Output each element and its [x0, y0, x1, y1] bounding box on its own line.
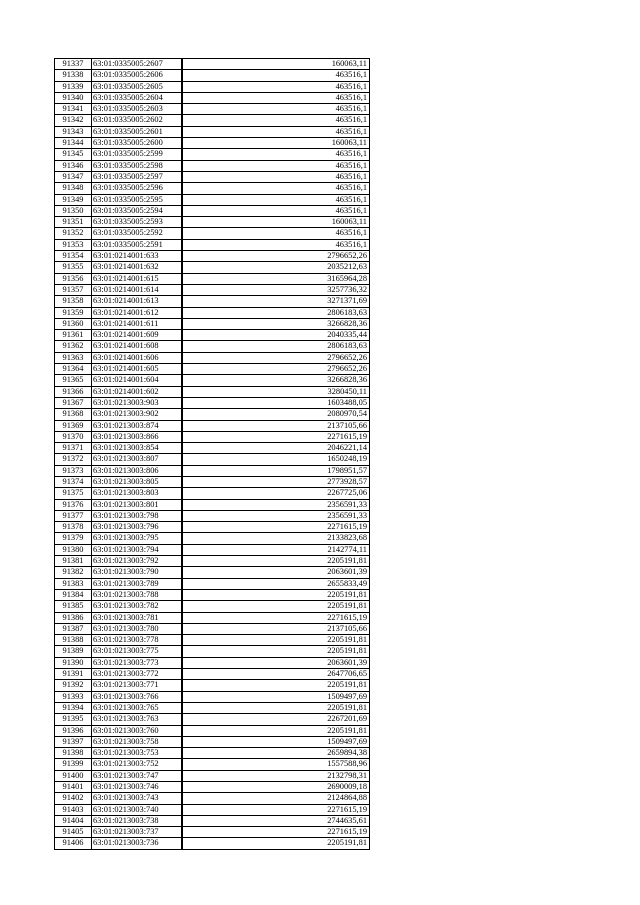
cadastral-value-cell: 463516,1	[182, 92, 370, 103]
table-row	[55, 160, 370, 171]
table-row	[55, 307, 370, 318]
row-number-cell: 91404	[55, 815, 92, 826]
cadastral-number-cell: 63:01:0213003:766	[92, 691, 183, 702]
row-number-cell: 91398	[55, 748, 92, 759]
cadastral-number-cell: 63:01:0213003:752	[92, 759, 183, 770]
cadastral-value-cell: 3266828,36	[182, 375, 370, 386]
cadastral-value-cell: 463516,1	[182, 115, 370, 126]
cadastral-value-cell: 463516,1	[182, 239, 370, 250]
row-number-cell: 91382	[55, 567, 92, 578]
cadastral-value-cell: 2132798,31	[182, 770, 370, 781]
cadastral-value-cell: 1557588,96	[182, 759, 370, 770]
cadastral-value-cell: 2267201,69	[182, 714, 370, 725]
table-row	[55, 736, 370, 747]
table-row	[55, 748, 370, 759]
table-row	[55, 183, 370, 194]
row-number-cell: 91406	[55, 838, 92, 849]
cadastral-value-cell: 463516,1	[182, 171, 370, 182]
cadastral-number-cell: 63:01:0335005:2601	[92, 126, 183, 137]
cadastral-value-cell: 3257736,32	[182, 284, 370, 295]
cadastral-number-cell: 63:01:0213003:798	[92, 510, 183, 521]
row-number-cell: 91364	[55, 364, 92, 375]
cadastral-number-cell: 63:01:0214001:608	[92, 341, 183, 352]
row-number-cell: 91373	[55, 465, 92, 476]
cadastral-number-cell: 63:01:0213003:760	[92, 725, 183, 736]
cadastral-number-cell: 63:01:0213003:736	[92, 838, 183, 849]
table-row	[55, 431, 370, 442]
row-number-cell: 91392	[55, 680, 92, 691]
table-row	[55, 228, 370, 239]
table-row	[55, 352, 370, 363]
cadastral-value-cell: 3280450,11	[182, 386, 370, 397]
row-number-cell: 91376	[55, 499, 92, 510]
row-number-cell: 91349	[55, 194, 92, 205]
row-number-cell: 91362	[55, 341, 92, 352]
cadastral-value-cell: 463516,1	[182, 149, 370, 160]
cadastral-value-cell: 2267725,06	[182, 488, 370, 499]
table-row	[55, 567, 370, 578]
cadastral-number-cell: 63:01:0214001:602	[92, 386, 183, 397]
cadastral-number-cell: 63:01:0213003:763	[92, 714, 183, 725]
table-row	[55, 386, 370, 397]
row-number-cell: 91381	[55, 556, 92, 567]
row-number-cell: 91385	[55, 601, 92, 612]
row-number-cell: 91339	[55, 81, 92, 92]
cadastral-value-cell: 2040335,44	[182, 330, 370, 341]
cadastral-number-cell: 63:01:0213003:807	[92, 454, 183, 465]
row-number-cell: 91378	[55, 522, 92, 533]
cadastral-value-cell: 2690009,18	[182, 782, 370, 793]
cadastral-value-cell: 463516,1	[182, 228, 370, 239]
table-row	[55, 251, 370, 262]
cadastral-number-cell: 63:01:0213003:743	[92, 793, 183, 804]
table-row	[55, 680, 370, 691]
table-row	[55, 70, 370, 81]
cadastral-number-cell: 63:01:0214001:612	[92, 307, 183, 318]
cadastral-number-cell: 63:01:0214001:615	[92, 273, 183, 284]
cadastral-number-cell: 63:01:0213003:737	[92, 827, 183, 838]
row-number-cell: 91354	[55, 251, 92, 262]
cadastral-value-cell: 2271615,19	[182, 804, 370, 815]
table-row	[55, 205, 370, 216]
table-row	[55, 522, 370, 533]
row-number-cell: 91377	[55, 510, 92, 521]
cadastral-value-cell: 2796652,26	[182, 251, 370, 262]
row-number-cell: 91405	[55, 827, 92, 838]
cadastral-value-cell: 463516,1	[182, 160, 370, 171]
table-row	[55, 273, 370, 284]
row-number-cell: 91350	[55, 205, 92, 216]
row-number-cell: 91345	[55, 149, 92, 160]
cadastral-value-cell: 2035212,63	[182, 262, 370, 273]
cadastral-value-table	[54, 58, 370, 850]
cadastral-number-cell: 63:01:0213003:796	[92, 522, 183, 533]
cadastral-value-cell: 2205191,81	[182, 601, 370, 612]
cadastral-value-cell: 2063601,39	[182, 657, 370, 668]
row-number-cell: 91371	[55, 443, 92, 454]
cadastral-value-cell: 2806183,63	[182, 307, 370, 318]
table-row	[55, 126, 370, 137]
table-row	[55, 104, 370, 115]
table-row	[55, 341, 370, 352]
cadastral-number-cell: 63:01:0213003:775	[92, 646, 183, 657]
row-number-cell: 91394	[55, 702, 92, 713]
row-number-cell: 91368	[55, 409, 92, 420]
row-number-cell: 91358	[55, 296, 92, 307]
table-row	[55, 657, 370, 668]
cadastral-value-cell: 2356591,33	[182, 499, 370, 510]
table-row	[55, 770, 370, 781]
table-row	[55, 782, 370, 793]
cadastral-value-cell: 2205191,81	[182, 635, 370, 646]
cadastral-value-cell: 463516,1	[182, 205, 370, 216]
table-row	[55, 262, 370, 273]
cadastral-value-cell: 1650248,19	[182, 454, 370, 465]
cadastral-number-cell: 63:01:0213003:746	[92, 782, 183, 793]
table-row	[55, 623, 370, 634]
row-number-cell: 91389	[55, 646, 92, 657]
table-row	[55, 397, 370, 408]
cadastral-value-cell: 2080970,54	[182, 409, 370, 420]
cadastral-number-cell: 63:01:0213003:753	[92, 748, 183, 759]
row-number-cell: 91338	[55, 70, 92, 81]
cadastral-value-cell: 2137105,66	[182, 420, 370, 431]
cadastral-value-cell: 2205191,81	[182, 702, 370, 713]
table-row	[55, 691, 370, 702]
table-row	[55, 149, 370, 160]
cadastral-value-cell: 2205191,81	[182, 646, 370, 657]
row-number-cell: 91366	[55, 386, 92, 397]
cadastral-number-cell: 63:01:0213003:773	[92, 657, 183, 668]
cadastral-value-cell: 2142774,11	[182, 544, 370, 555]
row-number-cell: 91399	[55, 759, 92, 770]
cadastral-number-cell: 63:01:0213003:772	[92, 669, 183, 680]
table-row	[55, 838, 370, 849]
cadastral-number-cell: 63:01:0213003:854	[92, 443, 183, 454]
row-number-cell: 91395	[55, 714, 92, 725]
cadastral-value-cell: 1603488,05	[182, 397, 370, 408]
cadastral-number-cell: 63:01:0213003:794	[92, 544, 183, 555]
cadastral-value-cell: 2744635,61	[182, 815, 370, 826]
cadastral-number-cell: 63:01:0213003:866	[92, 431, 183, 442]
cadastral-number-cell: 63:01:0214001:605	[92, 364, 183, 375]
cadastral-number-cell: 63:01:0213003:874	[92, 420, 183, 431]
cadastral-value-cell: 463516,1	[182, 104, 370, 115]
cadastral-value-cell: 160063,11	[182, 59, 370, 70]
cadastral-value-cell: 2655833,49	[182, 578, 370, 589]
table-row	[55, 669, 370, 680]
row-number-cell: 91361	[55, 330, 92, 341]
cadastral-value-cell: 2796652,26	[182, 364, 370, 375]
cadastral-number-cell: 63:01:0335005:2604	[92, 92, 183, 103]
cadastral-value-cell: 1509497,69	[182, 736, 370, 747]
table-row	[55, 635, 370, 646]
row-number-cell: 91393	[55, 691, 92, 702]
table-row	[55, 827, 370, 838]
table-row	[55, 92, 370, 103]
table-row	[55, 318, 370, 329]
table-row	[55, 284, 370, 295]
row-number-cell: 91402	[55, 793, 92, 804]
cadastral-value-cell: 1509497,69	[182, 691, 370, 702]
table-row	[55, 533, 370, 544]
table-row	[55, 793, 370, 804]
cadastral-value-cell: 2271615,19	[182, 827, 370, 838]
row-number-cell: 91342	[55, 115, 92, 126]
table-row	[55, 804, 370, 815]
row-number-cell: 91355	[55, 262, 92, 273]
table-row	[55, 81, 370, 92]
table-row	[55, 815, 370, 826]
cadastral-value-cell: 2659894,38	[182, 748, 370, 759]
row-number-cell: 91380	[55, 544, 92, 555]
row-number-cell: 91387	[55, 623, 92, 634]
cadastral-number-cell: 63:01:0213003:805	[92, 476, 183, 487]
cadastral-number-cell: 63:01:0214001:613	[92, 296, 183, 307]
cadastral-value-cell: 2137105,66	[182, 623, 370, 634]
cadastral-number-cell: 63:01:0335005:2602	[92, 115, 183, 126]
row-number-cell: 91370	[55, 431, 92, 442]
cadastral-number-cell: 63:01:0213003:788	[92, 589, 183, 600]
table-row	[55, 510, 370, 521]
table-row	[55, 115, 370, 126]
cadastral-number-cell: 63:01:0335005:2599	[92, 149, 183, 160]
cadastral-number-cell: 63:01:0213003:903	[92, 397, 183, 408]
table-row	[55, 476, 370, 487]
cadastral-number-cell: 63:01:0214001:614	[92, 284, 183, 295]
cadastral-value-cell: 160063,11	[182, 138, 370, 149]
table-row	[55, 296, 370, 307]
row-number-cell: 91351	[55, 217, 92, 228]
row-number-cell: 91337	[55, 59, 92, 70]
cadastral-number-cell: 63:01:0335005:2598	[92, 160, 183, 171]
table-row	[55, 409, 370, 420]
row-number-cell: 91375	[55, 488, 92, 499]
row-number-cell: 91401	[55, 782, 92, 793]
cadastral-value-cell: 2205191,81	[182, 680, 370, 691]
table-row	[55, 375, 370, 386]
cadastral-number-cell: 63:01:0213003:902	[92, 409, 183, 420]
row-number-cell: 91344	[55, 138, 92, 149]
table-row	[55, 420, 370, 431]
cadastral-number-cell: 63:01:0213003:803	[92, 488, 183, 499]
table-row	[55, 499, 370, 510]
row-number-cell: 91346	[55, 160, 92, 171]
table-row	[55, 601, 370, 612]
row-number-cell: 91343	[55, 126, 92, 137]
cadastral-value-cell: 2773928,57	[182, 476, 370, 487]
row-number-cell: 91359	[55, 307, 92, 318]
row-number-cell: 91400	[55, 770, 92, 781]
cadastral-number-cell: 63:01:0335005:2600	[92, 138, 183, 149]
cadastral-number-cell: 63:01:0213003:795	[92, 533, 183, 544]
cadastral-value-cell: 1798951,57	[182, 465, 370, 476]
cadastral-value-cell: 463516,1	[182, 183, 370, 194]
cadastral-number-cell: 63:01:0335005:2607	[92, 59, 183, 70]
cadastral-value-cell: 2046221,14	[182, 443, 370, 454]
table-row	[55, 443, 370, 454]
row-number-cell: 91390	[55, 657, 92, 668]
table-row	[55, 759, 370, 770]
table-row	[55, 454, 370, 465]
cadastral-value-cell: 2647706,65	[182, 669, 370, 680]
row-number-cell: 91353	[55, 239, 92, 250]
cadastral-value-cell: 2796652,26	[182, 352, 370, 363]
cadastral-number-cell: 63:01:0214001:604	[92, 375, 183, 386]
cadastral-number-cell: 63:01:0213003:778	[92, 635, 183, 646]
cadastral-number-cell: 63:01:0213003:771	[92, 680, 183, 691]
cadastral-number-cell: 63:01:0213003:747	[92, 770, 183, 781]
row-number-cell: 91372	[55, 454, 92, 465]
table-row	[55, 488, 370, 499]
row-number-cell: 91388	[55, 635, 92, 646]
row-number-cell: 91348	[55, 183, 92, 194]
row-number-cell: 91386	[55, 612, 92, 623]
table-row	[55, 612, 370, 623]
cadastral-number-cell: 63:01:0213003:801	[92, 499, 183, 510]
cadastral-value-cell: 2205191,81	[182, 838, 370, 849]
row-number-cell: 91403	[55, 804, 92, 815]
cadastral-number-cell: 63:01:0335005:2592	[92, 228, 183, 239]
cadastral-value-cell: 463516,1	[182, 194, 370, 205]
cadastral-number-cell: 63:01:0213003:758	[92, 736, 183, 747]
cadastral-number-cell: 63:01:0335005:2596	[92, 183, 183, 194]
row-number-cell: 91340	[55, 92, 92, 103]
cadastral-value-cell: 2124864,88	[182, 793, 370, 804]
cadastral-value-cell: 2356591,33	[182, 510, 370, 521]
cadastral-value-cell: 2205191,81	[182, 556, 370, 567]
cadastral-number-cell: 63:01:0213003:738	[92, 815, 183, 826]
table-row	[55, 589, 370, 600]
row-number-cell: 91384	[55, 589, 92, 600]
cadastral-number-cell: 63:01:0214001:633	[92, 251, 183, 262]
cadastral-number-cell: 63:01:0214001:609	[92, 330, 183, 341]
row-number-cell: 91360	[55, 318, 92, 329]
row-number-cell: 91363	[55, 352, 92, 363]
table-row	[55, 578, 370, 589]
table-row	[55, 544, 370, 555]
table-row	[55, 725, 370, 736]
table-row	[55, 556, 370, 567]
cadastral-value-cell: 2271615,19	[182, 431, 370, 442]
row-number-cell: 91367	[55, 397, 92, 408]
table-row	[55, 646, 370, 657]
cadastral-value-cell: 2271615,19	[182, 522, 370, 533]
cadastral-number-cell: 63:01:0335005:2593	[92, 217, 183, 228]
cadastral-number-cell: 63:01:0213003:806	[92, 465, 183, 476]
row-number-cell: 91341	[55, 104, 92, 115]
table-row	[55, 194, 370, 205]
cadastral-value-cell: 2205191,81	[182, 725, 370, 736]
row-number-cell: 91347	[55, 171, 92, 182]
cadastral-number-cell: 63:01:0335005:2606	[92, 70, 183, 81]
cadastral-value-cell: 160063,11	[182, 217, 370, 228]
row-number-cell: 91369	[55, 420, 92, 431]
cadastral-number-cell: 63:01:0214001:632	[92, 262, 183, 273]
table-body	[55, 59, 370, 850]
row-number-cell: 91357	[55, 284, 92, 295]
cadastral-value-cell: 3271371,69	[182, 296, 370, 307]
cadastral-number-cell: 63:01:0335005:2605	[92, 81, 183, 92]
cadastral-number-cell: 63:01:0213003:781	[92, 612, 183, 623]
table-row	[55, 59, 370, 70]
cadastral-number-cell: 63:01:0335005:2594	[92, 205, 183, 216]
cadastral-number-cell: 63:01:0213003:790	[92, 567, 183, 578]
cadastral-number-cell: 63:01:0335005:2591	[92, 239, 183, 250]
row-number-cell: 91397	[55, 736, 92, 747]
cadastral-number-cell: 63:01:0213003:792	[92, 556, 183, 567]
cadastral-value-cell: 463516,1	[182, 126, 370, 137]
row-number-cell: 91356	[55, 273, 92, 284]
cadastral-number-cell: 63:01:0213003:740	[92, 804, 183, 815]
table-row	[55, 364, 370, 375]
row-number-cell: 91396	[55, 725, 92, 736]
table-row	[55, 171, 370, 182]
cadastral-number-cell: 63:01:0335005:2597	[92, 171, 183, 182]
cadastral-value-cell: 2271615,19	[182, 612, 370, 623]
cadastral-value-cell: 2133823,68	[182, 533, 370, 544]
table-row	[55, 138, 370, 149]
table-row	[55, 714, 370, 725]
cadastral-value-cell: 463516,1	[182, 81, 370, 92]
row-number-cell: 91391	[55, 669, 92, 680]
cadastral-value-cell: 2205191,81	[182, 589, 370, 600]
table-row	[55, 217, 370, 228]
row-number-cell: 91383	[55, 578, 92, 589]
cadastral-number-cell: 63:01:0335005:2603	[92, 104, 183, 115]
cadastral-value-cell: 3165964,28	[182, 273, 370, 284]
row-number-cell: 91374	[55, 476, 92, 487]
table-row	[55, 239, 370, 250]
cadastral-number-cell: 63:01:0213003:780	[92, 623, 183, 634]
cadastral-value-cell: 2806183,63	[182, 341, 370, 352]
cadastral-number-cell: 63:01:0213003:789	[92, 578, 183, 589]
cadastral-value-cell: 463516,1	[182, 70, 370, 81]
cadastral-number-cell: 63:01:0214001:606	[92, 352, 183, 363]
table-row	[55, 465, 370, 476]
cadastral-number-cell: 63:01:0213003:765	[92, 702, 183, 713]
row-number-cell: 91365	[55, 375, 92, 386]
cadastral-value-cell: 3266828,36	[182, 318, 370, 329]
table-row	[55, 330, 370, 341]
cadastral-value-cell: 2063601,39	[182, 567, 370, 578]
cadastral-number-cell: 63:01:0213003:782	[92, 601, 183, 612]
table-row	[55, 702, 370, 713]
cadastral-number-cell: 63:01:0214001:611	[92, 318, 183, 329]
row-number-cell: 91352	[55, 228, 92, 239]
row-number-cell: 91379	[55, 533, 92, 544]
cadastral-number-cell: 63:01:0335005:2595	[92, 194, 183, 205]
